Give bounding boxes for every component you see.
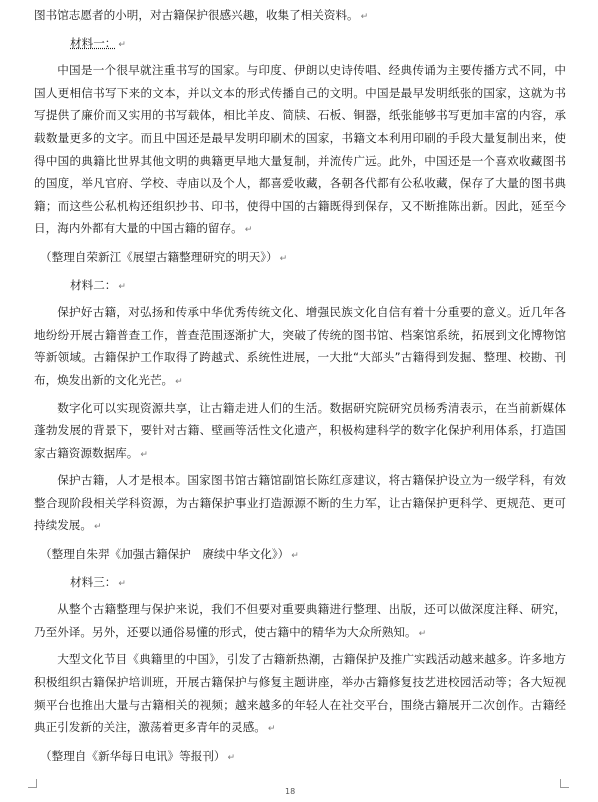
material2-paragraph-1 xyxy=(34,301,566,393)
material3-paragraph-2-text: 大型文化节目《典籍里的中国》，引发了古籍新热潮，古籍保护及推广实践活动越来越多。许多地方积极组织古籍保护培训班，开展古籍保护与修复主题讲座，举办古籍修复技艺进校园活动等；各大短视频平台也推出大量与古籍相关的视频；越来越多的年轻人在社交平台，围绕古籍展开二次创作。古籍经典正引发新的关注，激荡着更多青年的灵感。 xyxy=(34,652,566,735)
material3-paragraph-2 xyxy=(34,648,566,740)
material3-heading xyxy=(34,571,566,596)
paragraph-mark-icon: ↵ xyxy=(118,281,126,292)
material1-paragraph xyxy=(34,59,566,242)
material2-paragraph-2 xyxy=(34,397,566,467)
material1-source-text: （整理自荣新江《展望古籍整理研究的明天》） xyxy=(40,249,278,264)
material2-source xyxy=(34,543,566,568)
paragraph-mark-icon: ↵ xyxy=(360,12,369,22)
paragraph-mark-icon: ↵ xyxy=(418,628,427,639)
paragraph-mark-icon: ↵ xyxy=(267,724,276,735)
paragraph-mark-icon: ↵ xyxy=(140,449,148,460)
material3-heading-text: 材料三： xyxy=(70,574,117,589)
material2-paragraph-1-text: 保护好古籍，对弘扬和传承中华优秀传统文化、增强民族文化自信有着十分重要的意义。近几年各地纷纷开展古籍普查工作，普查范围逐渐扩大，突破了传统的图书馆、档案馆系统，拓展到文化博物馆等新领域。古籍保护工作取得了跨越式、系统性进展，一大批“大部头”古籍得到发掘、整理、校勘、刊布，焕发出新的文化光芒。 xyxy=(34,305,566,387)
material3-source-text: （整理自《新华每日电讯》等报刊） xyxy=(40,748,226,763)
paragraph-mark-icon: ↵ xyxy=(244,225,253,236)
material2-paragraph-2-text: 数字化可以实现资源共享，让古籍走进人们的生活。数据研究院研究员杨秀清表示，在当前新媒体蓬勃发展的背景下，要针对古籍、壁画等活性文化遗产，积极构建科学的数字化保护利用体系，打造国家古籍资源数据库。 xyxy=(34,400,566,460)
paragraph-mark-icon: ↵ xyxy=(118,578,126,589)
margin-corner-mark-icon xyxy=(560,779,569,788)
material2-heading xyxy=(34,274,566,299)
material2-paragraph-3-text: 保护古籍，人才是根本。国家图书馆古籍馆副馆长陈红彦建议，将古籍保护设立为一级学科，有效整合现阶段相关学科资源，为古籍保护事业打造源源不断的生力军，让古籍保护更科学、更规范、更可持续发展。 xyxy=(34,473,566,533)
document-page xyxy=(34,0,566,769)
material2-heading-text: 材料二： xyxy=(70,277,117,292)
material2-paragraph-3 xyxy=(34,469,566,539)
material3-paragraph-1-text: 从整个古籍整理与保护来说，我们不但要对重要典籍进行整理、出版，还可以做深度注释、研究，乃至外译。另外，还要以通俗易懂的形式，使古籍中的精华为大众所熟知。 xyxy=(34,602,566,639)
material3-paragraph-1 xyxy=(34,598,566,645)
material1-heading xyxy=(34,32,566,57)
paragraph-mark-icon: ↵ xyxy=(291,551,299,562)
material3-source xyxy=(34,745,566,770)
intro-text: 图书馆志愿者的小明，对古籍保护很感兴趣，收集了相关资料。 xyxy=(34,8,359,22)
material1-source xyxy=(34,246,566,271)
intro-line xyxy=(34,4,566,29)
paragraph-mark-icon: ↵ xyxy=(175,376,183,387)
material1-paragraph-text: 中国是一个很早就注重书写的国家。与印度、伊朗以史诗传唱、经典传诵为主要传播方式不同，中国人更相信书写下来的文本，并以文本的形式传播自己的文明。中国是最早发明纸张的国家，这就为书写提供了廉价而又实用的书写载体，相比羊皮、简牍、石板、铜器，纸张能够书写更加丰富的内容，承载数量更多的文字。而且中国还是最早发明印刷术的国家，书籍文本利用印刷的手段大量复制出来，使得中国的典籍比世界其他文明的典籍更早地大量复制，并流传广远。此外，中国还是一个喜欢收藏图书的国度，举凡官府、学校、寺庙以及个人，都喜爱收藏，各朝各代都有公私收藏，保存了大量的图书典籍；而这些公私机构还组织抄书、印书，使得中国的古籍既得到保存，又不断推陈出新。因此，延至今日，海内外都有大量的中国古籍的留存。 xyxy=(34,63,566,236)
page-footer xyxy=(0,783,598,802)
paragraph-mark-icon: ↵ xyxy=(279,253,288,264)
paragraph-mark-icon: ↵ xyxy=(93,522,102,533)
material1-heading-text: 材料一： xyxy=(70,35,117,50)
paragraph-mark-icon: ↵ xyxy=(227,752,236,763)
margin-corner-mark-icon xyxy=(28,779,37,788)
paragraph-mark-icon: ↵ xyxy=(118,39,126,50)
page-number: 18 xyxy=(285,787,296,796)
material2-source-text: （整理自朱羿《加强古籍保护 赓续中华文化》） xyxy=(40,547,290,562)
